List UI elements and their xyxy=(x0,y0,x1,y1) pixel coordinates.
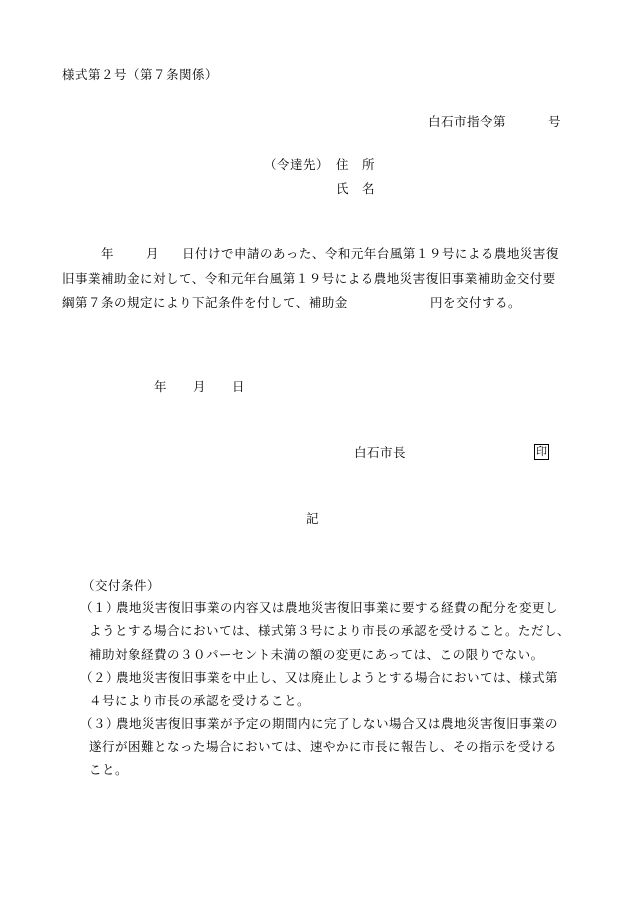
date-year: 年 xyxy=(154,379,168,394)
recipient-label: （令達先） xyxy=(264,157,330,172)
body-year: 年 xyxy=(101,246,115,261)
condition-3-line-1: 農地災害復旧事業が予定の期間内に完了しない場合又は農地災害復旧事業の xyxy=(116,716,559,731)
condition-3-line-2: 遂行が困難となった場合においては、速やかに市長に報告し、その指示を受ける xyxy=(89,739,558,754)
conditions-heading: （交付条件） xyxy=(82,578,161,593)
condition-2-line-2: ４号により市長の承認を受けること。 xyxy=(89,693,311,708)
body-line-3-pre: 綱第７条の規定により下記条件を付して、補助金 xyxy=(62,295,348,310)
body-line-2: 旧事業補助金に対して、令和元年台風第１９号による農地災害復旧事業補助金交付要 xyxy=(62,271,556,286)
body-line-1: 日付けで申請のあった、令和元年台風第１９号による農地災害復 xyxy=(182,246,559,261)
date-month: 月 xyxy=(193,379,207,394)
directive-prefix: 白石市指令第 xyxy=(428,114,507,129)
body-line-3-post: 円を交付する。 xyxy=(430,295,522,310)
condition-3-line-3: こと。 xyxy=(89,762,129,777)
condition-1-line-2: ようとする場合においては、様式第３号により市長の承認を受けること。ただし、 xyxy=(89,623,571,638)
condition-1-line-3: 補助対象経費の３０パーセント未満の額の変更にあっては、この限りでない。 xyxy=(89,647,544,662)
date-day: 日 xyxy=(232,379,246,394)
condition-1-line-1: 農地災害復旧事業の内容又は農地災害復旧事業に要する経費の配分を変更し xyxy=(116,600,559,615)
condition-1-number: （１） xyxy=(80,600,120,615)
recipient-address-label: 住 所 xyxy=(336,157,376,172)
condition-2-number: （２） xyxy=(80,670,120,685)
issuer-title: 白石市長 xyxy=(354,445,407,460)
condition-2-line-1: 農地災害復旧事業を中止し、又は廃止しようとする場合においては、様式第 xyxy=(116,670,559,685)
recipient-name-label: 氏 名 xyxy=(336,181,376,196)
directive-suffix: 号 xyxy=(548,114,562,129)
form-number: 様式第２号（第７条関係） xyxy=(62,67,219,82)
condition-3-number: （３） xyxy=(80,716,120,731)
seal-mark: 印 xyxy=(536,445,547,458)
ki-label: 記 xyxy=(306,511,320,526)
body-month: 月 xyxy=(146,246,160,261)
